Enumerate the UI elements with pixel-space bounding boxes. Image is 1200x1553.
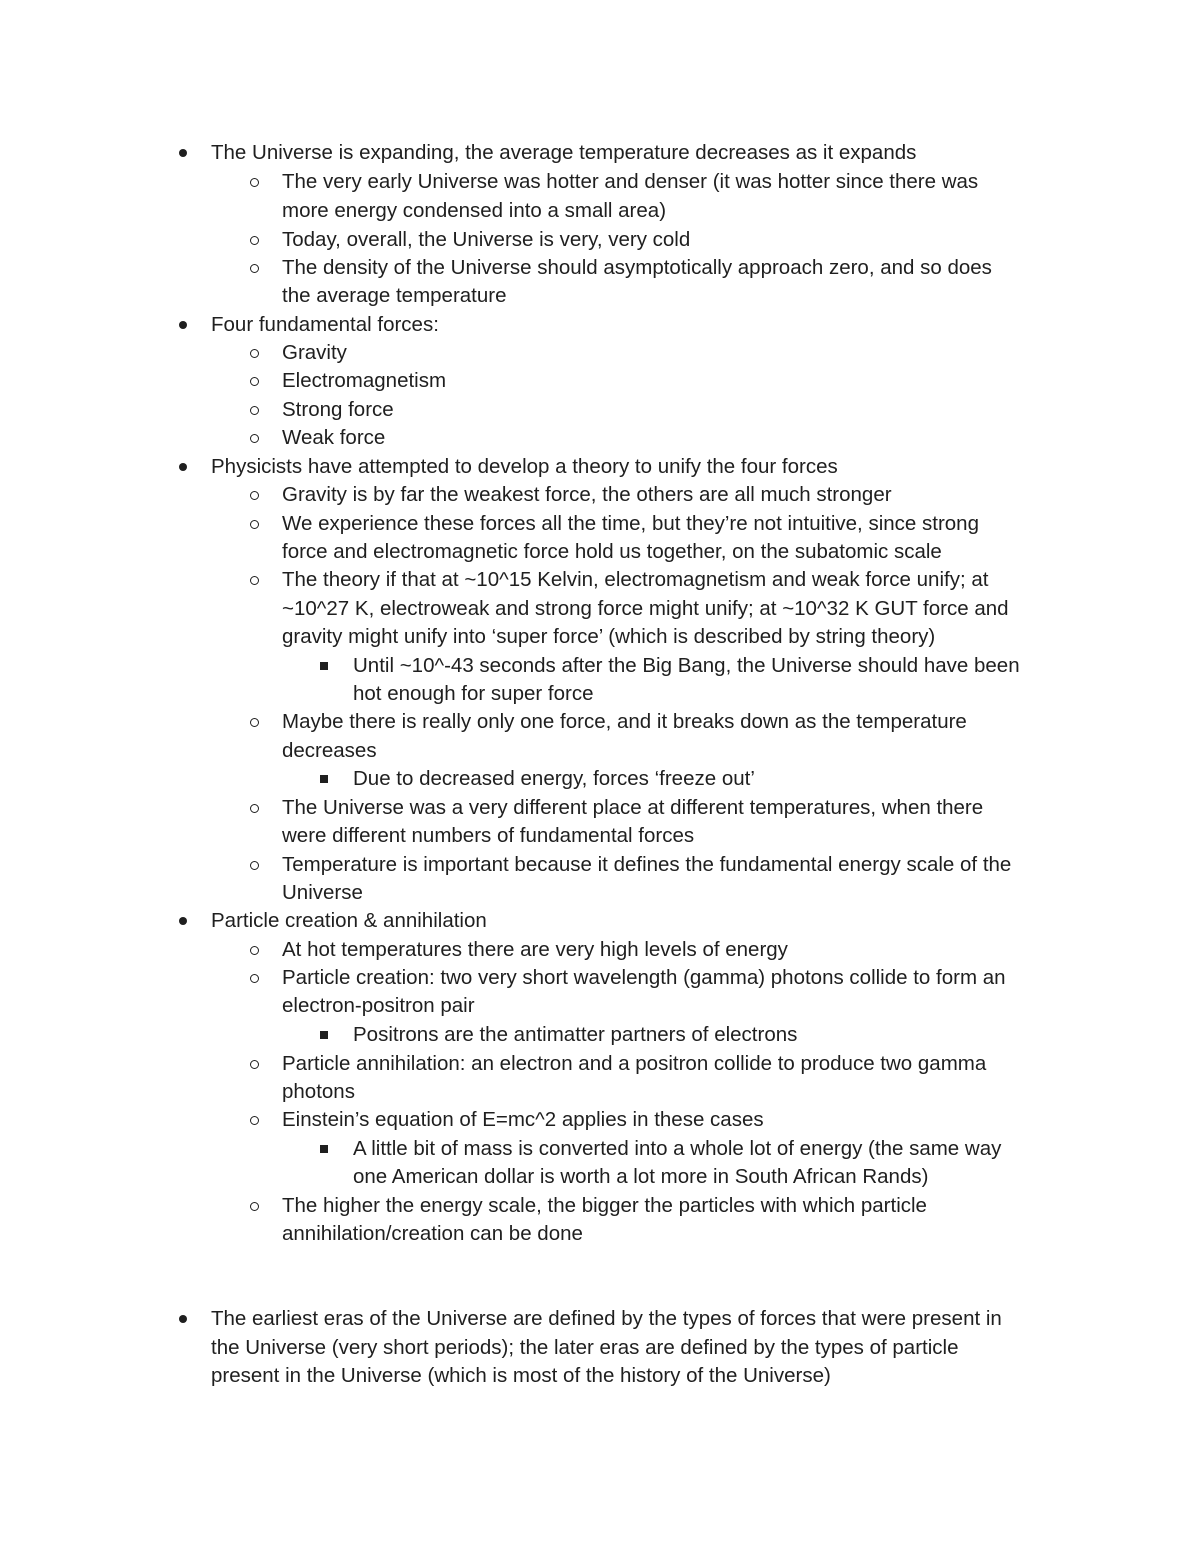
- note-text-line: Electromagnetism: [282, 369, 447, 392]
- circle-bullet-icon: [250, 1060, 259, 1069]
- disc-bullet-icon: [179, 463, 187, 471]
- circle-bullet-icon: [250, 974, 259, 983]
- note-text-line: Physicists have attempted to develop a theory to unify the four forces: [211, 455, 838, 478]
- note-text-line: The theory if that at ~10^15 Kelvin, electromagnetism and weak force unify; at: [282, 568, 989, 591]
- note-text-line: The earliest eras of the Universe are defined by the types of forces that were present in: [211, 1307, 1002, 1330]
- note-text-line: Gravity: [282, 341, 347, 364]
- circle-bullet-icon: [250, 236, 259, 245]
- square-bullet-icon: [320, 662, 328, 670]
- note-text-line: Particle creation & annihilation: [211, 909, 487, 932]
- note-text-line: one American dollar is worth a lot more in South African Rands): [353, 1165, 929, 1188]
- note-text-line: were different numbers of fundamental forces: [282, 824, 695, 847]
- disc-bullet-icon: [179, 917, 187, 925]
- note-text-line: ~10^27 K, electroweak and strong force might unify; at ~10^32 K GUT force and: [282, 597, 1009, 620]
- note-text-line: Positrons are the antimatter partners of electrons: [353, 1023, 798, 1046]
- disc-bullet-icon: [179, 1315, 187, 1323]
- note-text-line: Weak force: [282, 426, 386, 449]
- note-text-line: Four fundamental forces:: [211, 313, 439, 336]
- circle-bullet-icon: [250, 718, 259, 727]
- note-text-line: Until ~10^-43 seconds after the Big Bang, the Universe should have been: [353, 654, 1020, 677]
- circle-bullet-icon: [250, 264, 259, 273]
- note-text-line: A little bit of mass is converted into a whole lot of energy (the same way: [353, 1137, 1002, 1160]
- circle-bullet-icon: [250, 377, 259, 386]
- note-text-line: Universe: [282, 881, 363, 904]
- circle-bullet-icon: [250, 946, 259, 955]
- note-text-line: Particle creation: two very short wavelength (gamma) photons collide to form an: [282, 966, 1006, 989]
- note-text-line: decreases: [282, 739, 377, 762]
- note-text-line: At hot temperatures there are very high levels of energy: [282, 938, 788, 961]
- note-text-line: The Universe was a very different place at different temperatures, when there: [282, 796, 984, 819]
- circle-bullet-icon: [250, 576, 259, 585]
- note-text-line: present in the Universe (which is most of the history of the Universe): [211, 1364, 831, 1387]
- circle-bullet-icon: [250, 804, 259, 813]
- note-text-line: The very early Universe was hotter and denser (it was hotter since there was: [282, 170, 979, 193]
- note-text-line: Maybe there is really only one force, and it breaks down as the temperature: [282, 710, 967, 733]
- square-bullet-icon: [320, 1145, 328, 1153]
- circle-bullet-icon: [250, 349, 259, 358]
- circle-bullet-icon: [250, 491, 259, 500]
- square-bullet-icon: [320, 1031, 328, 1039]
- circle-bullet-icon: [250, 1202, 259, 1211]
- note-text-line: We experience these forces all the time, but they’re not intuitive, since strong: [282, 512, 979, 535]
- circle-bullet-icon: [250, 434, 259, 443]
- square-bullet-icon: [320, 775, 328, 783]
- note-text-line: the average temperature: [282, 284, 507, 307]
- note-text-line: hot enough for super force: [353, 682, 594, 705]
- note-text-line: Today, overall, the Universe is very, very cold: [282, 228, 691, 251]
- circle-bullet-icon: [250, 520, 259, 529]
- note-text-line: Due to decreased energy, forces ‘freeze out’: [353, 767, 755, 790]
- note-text-line: force and electromagnetic force hold us together, on the subatomic scale: [282, 540, 942, 563]
- note-text-line: Strong force: [282, 398, 394, 421]
- note-text-line: the Universe (very short periods); the later eras are defined by the types of particle: [211, 1336, 959, 1359]
- note-text-line: gravity might unify into ‘super force’ (which is described by string theory): [282, 625, 936, 648]
- disc-bullet-icon: [179, 321, 187, 329]
- circle-bullet-icon: [250, 861, 259, 870]
- note-text-line: Particle annihilation: an electron and a positron collide to produce two gamma: [282, 1052, 987, 1075]
- circle-bullet-icon: [250, 406, 259, 415]
- note-text-line: The higher the energy scale, the bigger the particles with which particle: [282, 1194, 927, 1217]
- circle-bullet-icon: [250, 178, 259, 187]
- note-text-line: The density of the Universe should asymptotically approach zero, and so does: [282, 256, 992, 279]
- note-text-line: Gravity is by far the weakest force, the others are all much stronger: [282, 483, 892, 506]
- note-text-line: Einstein’s equation of E=mc^2 applies in these cases: [282, 1108, 764, 1131]
- note-text-line: The Universe is expanding, the average temperature decreases as it expands: [211, 141, 917, 164]
- note-text-line: electron-positron pair: [282, 994, 475, 1017]
- disc-bullet-icon: [179, 149, 187, 157]
- note-text-line: more energy condensed into a small area): [282, 199, 667, 222]
- note-text-line: Temperature is important because it defines the fundamental energy scale of the: [282, 853, 1012, 876]
- note-text-line: photons: [282, 1080, 355, 1103]
- circle-bullet-icon: [250, 1116, 259, 1125]
- note-text-line: annihilation/creation can be done: [282, 1222, 583, 1245]
